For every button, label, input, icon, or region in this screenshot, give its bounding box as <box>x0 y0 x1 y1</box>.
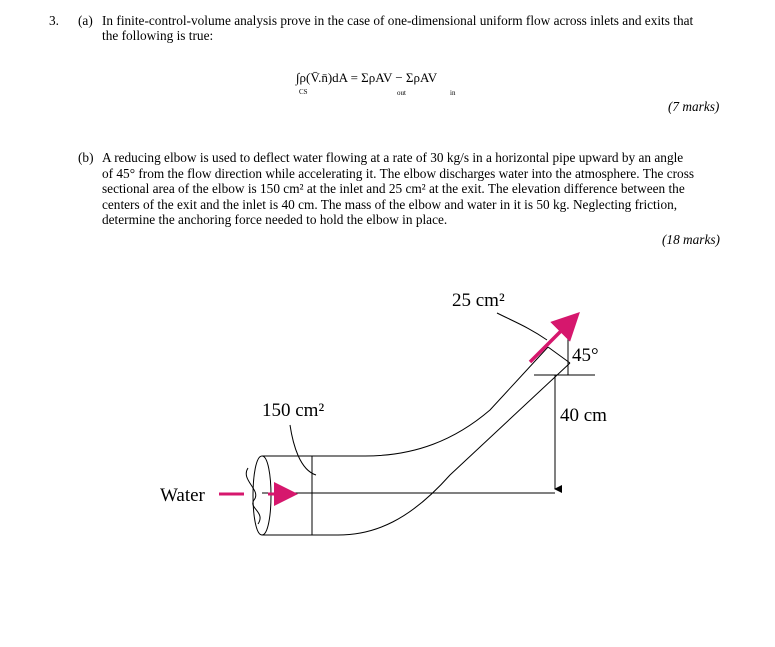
part-b-line3: sectional area of the elbow is 150 cm² at the inlet and 25 cm² at the exit. The elevation difference between the <box>102 181 685 196</box>
part-a-marks: (7 marks) <box>668 99 720 114</box>
exit-section <box>548 347 570 363</box>
part-a-line1: In finite-control-volume analysis prove in the case of one-dimensional uniform flow across inlets and exits that <box>102 13 694 28</box>
part-a-label: (a) <box>78 13 93 28</box>
exit-area-label: 25 cm² <box>452 290 505 311</box>
water-label: Water <box>160 485 205 506</box>
equation-sub-in: in <box>450 89 456 97</box>
pipe-bottom-edge <box>262 363 570 535</box>
inlet-area-label: 150 cm² <box>262 400 325 421</box>
equation-sub-out: out <box>397 89 406 97</box>
part-b-line2: of 45° from the flow direction while accelerating it. The elbow discharges water into the atmosphere. The cross <box>102 165 695 181</box>
part-b-line4: centers of the exit and the inlet is 40 cm. The mass of the elbow and water in it is 50 kg. Neglecting friction, <box>102 196 678 212</box>
part-a-line2: the following is true: <box>102 28 214 43</box>
equation: ∫ρ(V̄.n̄)dA = ΣρAV − ΣρAV <box>296 70 438 85</box>
equation-sub-cs: CS <box>299 88 308 96</box>
inlet-ellipse <box>253 456 262 535</box>
part-b-line1: A reducing elbow is used to deflect water flowing at a rate of 30 kg/s in a horizontal pipe upward by an angle <box>102 150 684 165</box>
part-b-label: (b) <box>78 150 94 165</box>
part-b-marks: (18 marks) <box>662 232 720 247</box>
part-b-line5: determine the anchoring force needed to hold the elbow in place. <box>102 212 448 227</box>
exit-area-leader <box>497 313 547 340</box>
question-number: 3. <box>49 13 59 28</box>
height-label: 40 cm <box>560 405 607 426</box>
angle-label: 45° <box>572 345 599 366</box>
